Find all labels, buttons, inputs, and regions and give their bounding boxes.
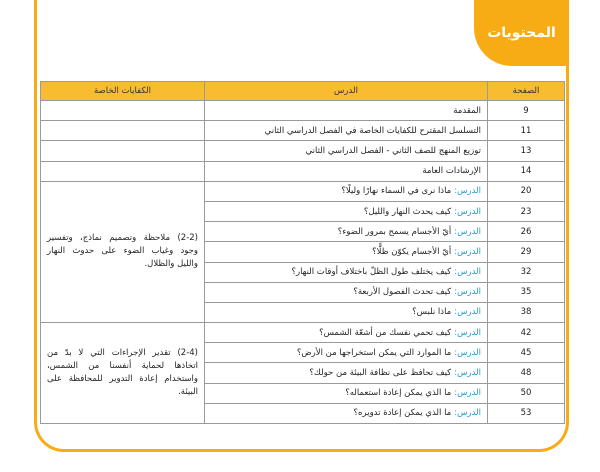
lesson-prefix: الدرس: xyxy=(454,307,481,318)
page-number: 42 xyxy=(488,323,565,343)
lesson-cell[interactable] xyxy=(205,363,488,383)
page-number: 35 xyxy=(488,282,565,302)
page-number: 45 xyxy=(488,343,565,363)
lesson-title[interactable]: توزيع المنهج للصف الثاني - الفصل الدراسي الثاني xyxy=(205,141,488,161)
lesson-title: ما الموارد التي يمكن استخراجها من الأرض؟ xyxy=(296,347,452,358)
page-title-tab xyxy=(474,0,569,66)
lesson-title: ما الذي يمكن إعادة استعماله؟ xyxy=(345,388,452,399)
header-competencies: الكفايات الخاصة xyxy=(41,82,205,101)
lesson-cell[interactable] xyxy=(205,201,488,221)
lesson-prefix: الدرس: xyxy=(454,347,481,358)
table-row[interactable] xyxy=(41,161,565,181)
page-number: 32 xyxy=(488,262,565,282)
lesson-title: كيف تحدث الفصول الأربعة؟ xyxy=(353,287,452,298)
lesson-cell[interactable] xyxy=(205,323,488,343)
competency-cell xyxy=(41,323,205,424)
page-number: 26 xyxy=(488,222,565,242)
lesson-prefix: الدرس: xyxy=(454,368,481,379)
contents-table xyxy=(40,81,565,424)
competency-text: (2-4) تقدير الإجراءات التي لا بدّ من اتخاذها لحماية أنفسنا من الشمس، واستخدام إعادة التدوير للمحافظة على البيئة. xyxy=(47,348,198,398)
lesson-title: أيّ الأجسام يسمح بمرور الضوء؟ xyxy=(337,226,452,237)
header-page: الصفحة xyxy=(488,82,565,101)
lesson-title[interactable]: الإرشادات العامة xyxy=(205,161,488,181)
lesson-cell[interactable] xyxy=(205,242,488,262)
competency-empty xyxy=(41,101,205,121)
page-number: 29 xyxy=(488,242,565,262)
page-number: 20 xyxy=(488,181,565,201)
lesson-cell[interactable] xyxy=(205,181,488,201)
page-number: 14 xyxy=(488,161,565,181)
lesson-prefix: الدرس: xyxy=(454,267,481,278)
lesson-cell[interactable] xyxy=(205,383,488,403)
competency-empty xyxy=(41,141,205,161)
page-number: 38 xyxy=(488,302,565,322)
lesson-prefix: الدرس: xyxy=(454,206,481,217)
table-header-row xyxy=(41,82,565,101)
table-row[interactable] xyxy=(41,121,565,141)
page-number: 50 xyxy=(488,383,565,403)
lesson-title: كيف يختلف طول الظلّ باختلاف أوقات النهار؟ xyxy=(291,267,452,278)
lesson-title: كيف يحدث النهار والليل؟ xyxy=(363,206,452,217)
page-number: 23 xyxy=(488,201,565,221)
lesson-title: ماذا نرى في السماء نهارًا وليلًا؟ xyxy=(341,186,452,197)
lesson-cell[interactable] xyxy=(205,222,488,242)
lesson-title: ماذا نلبس؟ xyxy=(412,307,452,318)
lesson-cell[interactable] xyxy=(205,282,488,302)
table-row[interactable] xyxy=(41,101,565,121)
page-number: 9 xyxy=(488,101,565,121)
lesson-title: كيف تحافظ على نظافة البيئة من حولك؟ xyxy=(309,368,452,379)
table-row[interactable] xyxy=(41,141,565,161)
lesson-title: كيف تحمي نفسك من أشعّة الشمس؟ xyxy=(319,327,452,338)
header-lesson: الدرس xyxy=(205,82,488,101)
lesson-cell[interactable] xyxy=(205,262,488,282)
competency-empty xyxy=(41,121,205,141)
lesson-title: ما الذي يمكن إعادة تدويره؟ xyxy=(353,408,452,419)
page-number: 13 xyxy=(488,141,565,161)
page-title: المحتويات xyxy=(487,25,556,41)
lesson-title[interactable]: المقدمة xyxy=(205,101,488,121)
lesson-prefix: الدرس: xyxy=(454,246,481,257)
lesson-prefix: الدرس: xyxy=(454,327,481,338)
page-number: 48 xyxy=(488,363,565,383)
competency-text: (2-2) ملاحظة وتصميم نماذج، وتفسير وجود وغياب الضوء على حدوث النهار والليل والظلال. xyxy=(47,233,198,270)
page-number: 11 xyxy=(488,121,565,141)
lesson-prefix: الدرس: xyxy=(454,408,481,419)
lesson-prefix: الدرس: xyxy=(454,287,481,298)
lesson-prefix: الدرس: xyxy=(454,226,481,237)
competency-empty xyxy=(41,161,205,181)
lesson-cell[interactable] xyxy=(205,343,488,363)
competency-cell xyxy=(41,181,205,322)
lesson-cell[interactable] xyxy=(205,302,488,322)
lesson-cell[interactable] xyxy=(205,403,488,423)
lesson-prefix: الدرس: xyxy=(454,388,481,399)
lesson-title: أيّ الأجسام يكوّن ظلًّا؟ xyxy=(372,246,452,257)
lesson-prefix: الدرس: xyxy=(454,186,481,197)
table-row[interactable] xyxy=(41,181,565,201)
table-row[interactable] xyxy=(41,323,565,343)
lesson-title[interactable]: التسلسل المقترح للكفايات الخاصة في الفصل الدراسي الثاني xyxy=(205,121,488,141)
page-number: 53 xyxy=(488,403,565,423)
